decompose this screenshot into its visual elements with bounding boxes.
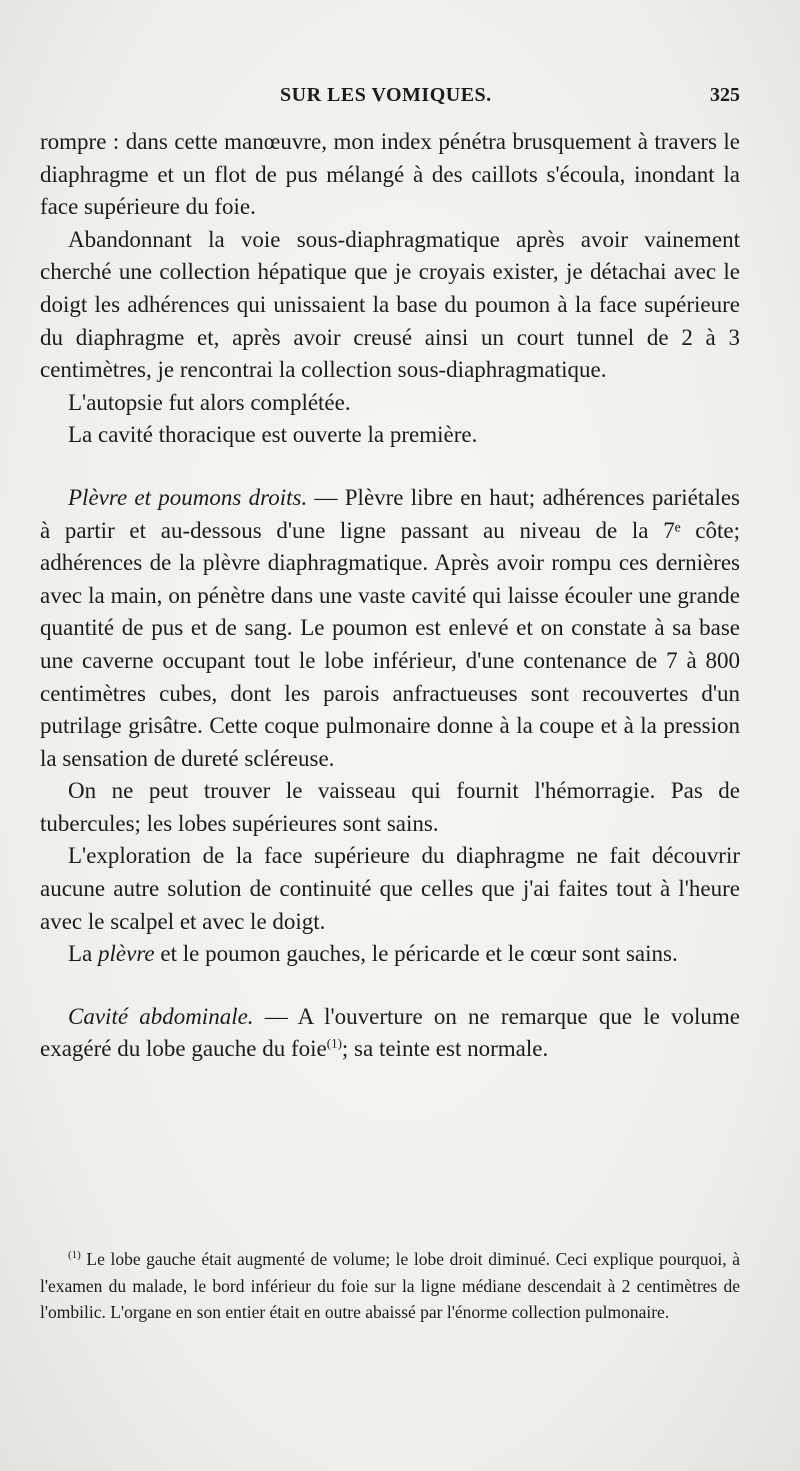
paragraph: Abandonnant la voie sous-diaphragmatique après avoir vainement cherché une collection hépatique que je croyais exister, je détachai avec le doigt les adhérences qui unissaient la base du poumon à la face supérieure du diaphragme et, après avoir creusé ainsi un court tunnel de 2 à 3 centimètres, je rencontrai la collection sous-diaphragmatique. [40,226,740,383]
footnote [40,1246,740,1326]
footnote-text: Le lobe gauche était augmenté de volume; le lobe droit diminué. Ceci explique pourquoi, à l'examen du malade, le bord inférieur du foie sur la ligne médiane descendait à 2 centimètres de l'ombilic. L'organe en son entier était en outre abaissé par l'énorme collection pulmonaire. [40,1249,740,1322]
footnote-reference[interactable]: (1) [326,1035,342,1051]
section-heading: Plèvre et poumons droits. [68,484,308,510]
paragraph-text: et le poumon gauches, le péricarde et le cœur sont sains. [154,941,678,967]
paragraph: L'exploration de la face supérieure du diaphragme ne fait découvrir aucune autre solution de continuité que celles que j'ai faites tout à l'heure avec le scalpel et avec le doigt. [40,843,740,934]
paragraph-pleura-right [40,482,740,775]
section-heading: Cavité abdominale. [68,1003,254,1029]
paragraph: L'autopsie fut alors complétée. [68,389,351,415]
page-number: 325 [710,84,740,106]
paragraph: La cavité thoracique est ouverte la première. [68,422,478,448]
footnotes [40,1246,740,1326]
paragraph: On ne peut trouver le vaisseau qui fournit l'hémorragie. Pas de tubercules; les lobes supérieures sont sains. [40,778,740,836]
emphasis: plèvre [98,941,155,967]
paragraph-text: — Plèvre libre en haut; adhérences pariétales à partir et au-dessous d'une ligne passant au niveau de la 7ᵉ côte; adhérences de la plèvre diaphragmatique. Après avoir rompu ces dernières avec la main, on pénètre dans une vaste cavité qui laisse écouler une grande quantité de pus et de sang. Le poumon est enlevé et on constate à sa base une caverne occupant tout le lobe inférieur, d'une contenance de 7 à 800 centimètres cubes, dont les parois anfractueuses sont recouvertes d'un putrilage grisâtre. Cette coque pulmonaire donne à la coupe et à la pression la sensation de dureté scléreuse. [40,484,740,771]
paragraph-abdominal [40,1001,740,1066]
paragraph-text: — A l'ouverture on ne remarque que le volume exagéré du lobe gauche du foie [40,1003,740,1062]
paragraph-text: La [68,941,99,967]
paragraph: rompre : dans cette manœuvre, mon index pénétra brusquement à travers le diaphragme et un flot de pus mélangé à des caillots s'écoula, inondant la face supérieure du foie. [40,129,740,220]
paragraph-text: ; sa teinte est normale. [341,1036,549,1062]
footnote-mark: (1) [68,1249,81,1262]
running-title: SUR LES VOMIQUES. [280,84,492,106]
body-text [40,126,740,1066]
page-header [40,84,740,118]
paragraph [40,938,740,971]
